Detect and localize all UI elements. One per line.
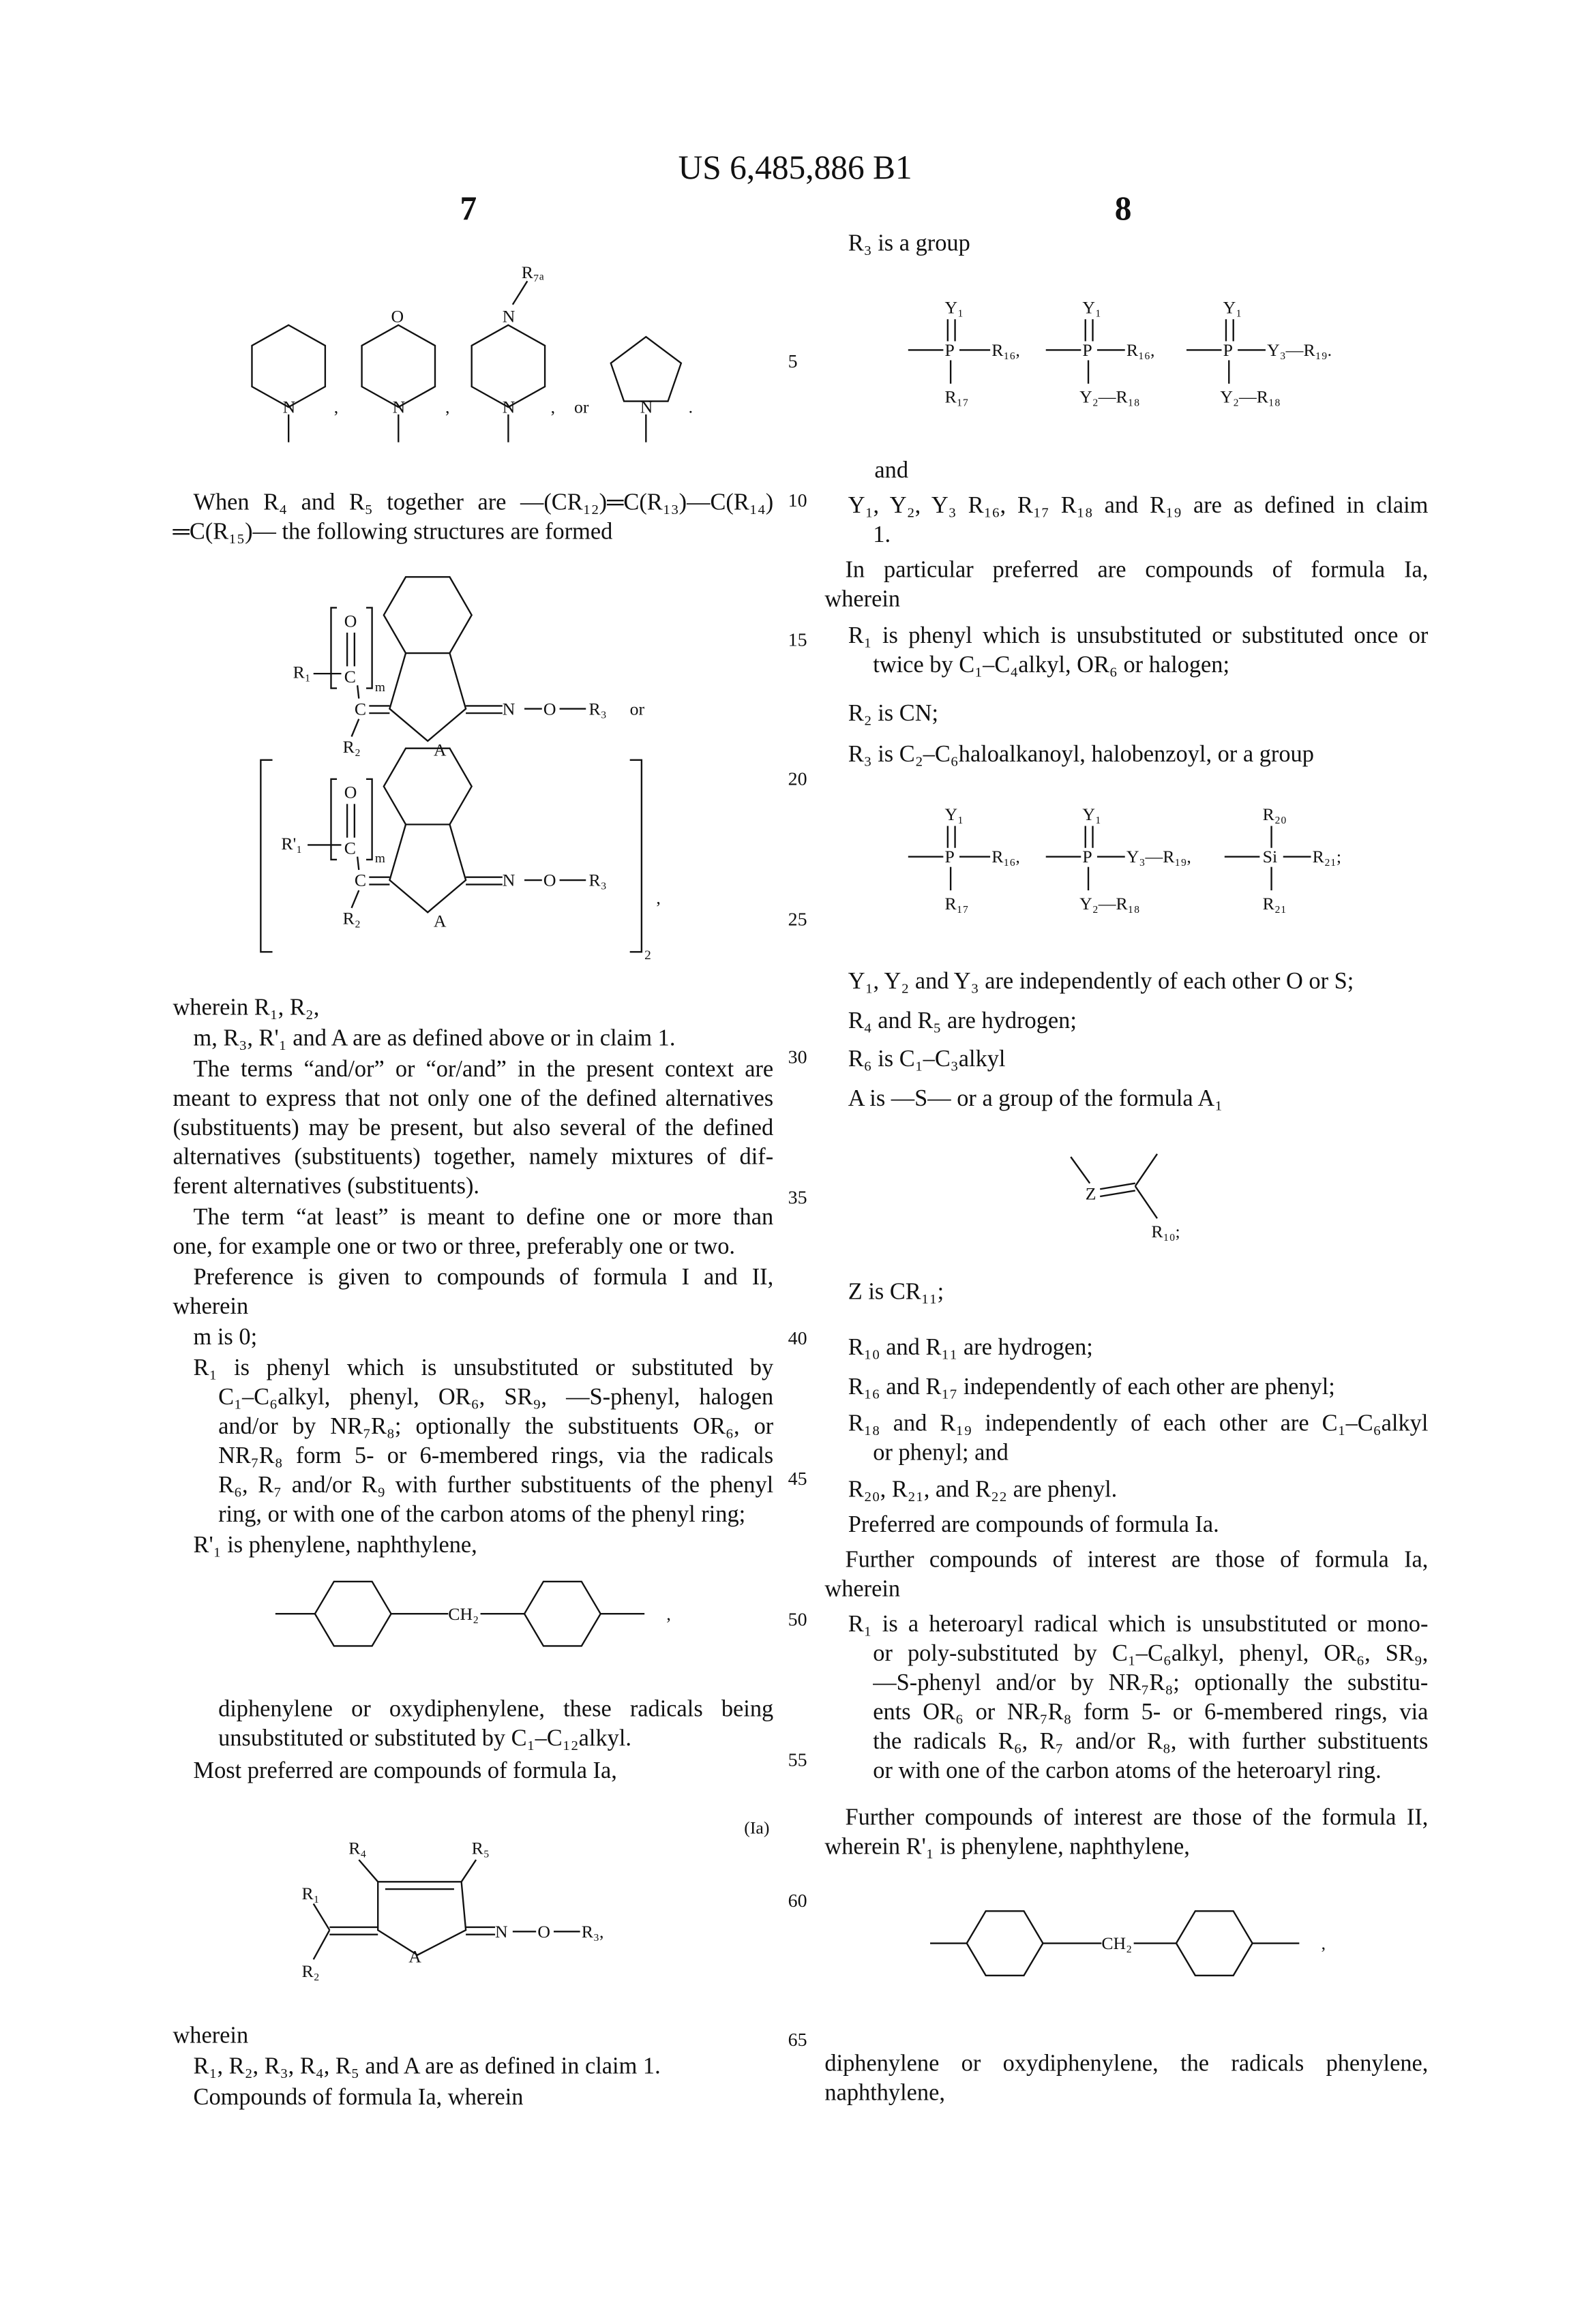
atom-label: Y₃—R₁₉, <box>1126 847 1191 866</box>
text-line: R₃ is C₂–C₆haloalkanoyl, halobenzoyl, or a group <box>848 741 1429 770</box>
separator: , <box>666 1604 670 1624</box>
atom-label: Y₁ <box>945 804 964 824</box>
atom-label: P <box>1082 847 1092 866</box>
line-number: 5 <box>788 350 798 373</box>
structure-amines <box>252 262 693 442</box>
line-number: 25 <box>788 908 807 931</box>
text-line: Preference is given to compounds of formula I and II, <box>173 1264 773 1293</box>
atom-label: C <box>344 667 356 686</box>
atom-label: P <box>945 340 955 360</box>
text-line: ferent alternatives (substituents). <box>173 1173 773 1203</box>
text-line: A is —S— or a group of the formula A₁ <box>848 1085 1429 1115</box>
text-line: R₁ is phenyl which is unsubstituted or substituted once or <box>848 622 1429 652</box>
text-line: C₁–C₆alkyl, phenyl, OR₆, SR₉, —S-phenyl, halogen <box>194 1384 774 1413</box>
text-line: R'₁ is phenylene, naphthylene, <box>194 1532 774 1561</box>
atom-label: Y₃—R₁₉. <box>1267 340 1332 360</box>
patent-number: US 6,485,886 B1 <box>678 149 912 187</box>
text-line: the radicals R₆, R₇ and/or R₈, with further substituents <box>848 1728 1429 1757</box>
text-line: Preferred are compounds of formula Ia. <box>848 1511 1429 1541</box>
atom-label: P <box>1223 340 1233 360</box>
text-line: —S-phenyl and/or by NR₇R₈; optionally the substitu- <box>848 1670 1429 1699</box>
structure-diphenylmethane-right <box>930 1911 1326 1976</box>
atom-label: Z <box>1086 1183 1096 1203</box>
text-line: unsubstituted or substituted by C₁–C₁₂alkyl. <box>218 1725 773 1754</box>
atom-label: N <box>283 397 296 417</box>
atom-label: O <box>344 783 357 802</box>
line-number: 45 <box>788 1467 807 1490</box>
text-line: R₁₈ and R₁₉ independently of each other are C₁–C₆alkyl <box>848 1410 1429 1440</box>
atom-label: Y₁ <box>1223 298 1242 318</box>
text-line: Further compounds of interest are those of the formula II, <box>824 1804 1428 1833</box>
text-line: wherein <box>824 1575 1428 1605</box>
atom-label: C <box>355 699 366 719</box>
text-line: wherein R'₁ is phenylene, naphthylene, <box>824 1833 1428 1862</box>
atom-label: R₁₇ <box>945 387 969 407</box>
text-line: ring, or with one of the carbon atoms of the phenyl ring; <box>194 1501 774 1530</box>
text-line: Z is CR₁₁; <box>848 1278 1429 1308</box>
atom-label: C <box>355 871 366 890</box>
text-line: NR₇R₈ form 5- or 6-membered rings, via the radicals <box>194 1443 774 1472</box>
atom-label: C <box>344 838 356 858</box>
structure-r3-groups-preferred <box>908 804 1341 914</box>
atom-label: R₅ <box>472 1838 490 1858</box>
text-line: R₂ is CN; <box>848 700 1429 729</box>
atom-label: 2 <box>644 948 651 963</box>
atom-label: m <box>375 851 385 866</box>
text-line: one, for example one or two or three, preferably one or two. <box>173 1233 773 1263</box>
patent-page <box>0 0 1582 2324</box>
text-line: R₁₆ and R₁₇ independently of each other are phenyl; <box>848 1374 1429 1403</box>
separator: or <box>630 699 645 719</box>
text-line: diphenylene or oxydiphenylene, the radicals phenylene, <box>824 2050 1428 2079</box>
text-line: R₃ is a group <box>848 230 1429 259</box>
atom-label: O <box>537 1922 550 1942</box>
text-line: R₁ is phenyl which is unsubstituted or substituted by <box>194 1355 774 1384</box>
atom-label: A <box>434 740 447 759</box>
line-number: 65 <box>788 2028 807 2051</box>
formula-label: (Ia) <box>744 1817 769 1837</box>
text-line: (substituents) may be present, but also several of the defined <box>173 1115 773 1144</box>
separator: , <box>445 397 449 417</box>
text-line: Y₁, Y₂ and Y₃ are independently of each other O or S; <box>848 968 1429 997</box>
atom-label: N <box>495 1922 508 1942</box>
text-line: wherein <box>824 586 1428 615</box>
structure-fused-1 <box>293 577 645 759</box>
structure-a1 <box>1071 1154 1180 1241</box>
text-line: The terms “and/or” or “or/and” in the present context are <box>173 1056 773 1085</box>
atom-label: N <box>503 871 516 890</box>
atom-label: R₁₇ <box>945 894 969 914</box>
separator: or <box>574 397 589 417</box>
text-line: wherein <box>173 2023 773 2052</box>
atom-label: R₂ <box>302 1961 320 1981</box>
text-line: m is 0; <box>194 1324 774 1353</box>
atom-label: Y₁ <box>945 298 964 318</box>
atom-label: R₂₀ <box>1263 804 1287 824</box>
text-line: ents OR₆ or NR₇R₈ form 5- or 6-membered rings, via <box>848 1699 1429 1728</box>
separator: , <box>656 888 660 907</box>
atom-label: CH₂ <box>1101 1933 1132 1953</box>
atom-label: R₁ <box>293 663 311 682</box>
text-line: In particular preferred are compounds of formula Ia, <box>824 556 1428 586</box>
atom-label: A <box>434 911 447 931</box>
atom-label: R₁₀; <box>1151 1222 1180 1241</box>
atom-label: O <box>543 699 556 719</box>
atom-label: R₂ <box>343 737 361 757</box>
text-line: or with one of the carbon atoms of the heteroaryl ring. <box>848 1757 1429 1787</box>
atom-label: Si <box>1263 847 1278 866</box>
text-line: naphthylene, <box>824 2079 1428 2109</box>
text-line: ═C(R₁₅)— the following structures are formed <box>173 518 773 547</box>
line-number: 20 <box>788 768 807 791</box>
separator: , <box>1322 1933 1326 1953</box>
atom-label: R₄ <box>348 1838 366 1858</box>
separator: , <box>551 397 555 417</box>
text-line: m, R₃, R'₁ and A are as defined above or in claim 1. <box>194 1025 774 1055</box>
atom-label: A <box>408 1946 421 1966</box>
atom-label: R₃ <box>589 871 607 890</box>
atom-label: Y₁ <box>1082 804 1101 824</box>
atom-label: R₂ <box>343 908 361 928</box>
text-line: wherein <box>173 1293 773 1323</box>
atom-label: P <box>1082 340 1092 360</box>
line-number: 15 <box>788 629 807 652</box>
atom-label: N <box>503 397 516 417</box>
text-line: R₁ is a heteroaryl radical which is unsubstituted or mono- <box>848 1611 1429 1640</box>
text-line: R₄ and R₅ are hydrogen; <box>848 1008 1429 1037</box>
atom-label: CH₂ <box>448 1604 479 1624</box>
text-line: alternatives (substituents) together, namely mixtures of dif- <box>173 1144 773 1173</box>
text-line: wherein R₁, R₂, <box>173 995 773 1024</box>
atom-label: N <box>503 699 516 719</box>
atom-label: R₁₆, <box>991 847 1020 866</box>
atom-label: R₇ₐ <box>522 262 544 282</box>
text-line: The term “at least” is meant to define one or more than <box>173 1204 773 1233</box>
text-line: R₂₀, R₂₁, and R₂₂ are phenyl. <box>848 1476 1429 1505</box>
text-line: and <box>874 457 1428 486</box>
separator: , <box>334 397 338 417</box>
structure-r3-groups <box>908 298 1332 407</box>
text-line: or phenyl; and <box>848 1440 1429 1469</box>
text-line: and/or by NR₇R₈; optionally the substituents OR₆, or <box>194 1413 774 1443</box>
line-number: 40 <box>788 1327 807 1350</box>
column-number-right: 8 <box>1115 190 1132 228</box>
text-line: Y₁, Y₂, Y₃ R₁₆, R₁₇ R₁₈ and R₁₉ are as defined in claim <box>848 492 1429 522</box>
atom-label: Y₂—R₁₈ <box>1079 894 1140 914</box>
text-line: Most preferred are compounds of formula Ia, <box>194 1757 774 1787</box>
structure-formula-ia <box>302 1817 770 1981</box>
atom-label: m <box>375 680 385 695</box>
text-line: R₁, R₂, R₃, R₄, R₅ and A are as defined in claim 1. <box>194 2053 774 2083</box>
atom-label: Y₂—R₁₈ <box>1079 387 1140 407</box>
text-line: R₆ is C₁–C₃alkyl <box>848 1046 1429 1075</box>
atom-label: Y₁ <box>1082 298 1101 318</box>
line-number: 50 <box>788 1608 807 1631</box>
atom-label: R₃, <box>582 1922 604 1942</box>
atom-label: R'₁ <box>281 834 302 854</box>
line-number: 60 <box>788 1889 807 1912</box>
text-line: When R₄ and R₅ together are —(CR₁₂)═C(R₁₃)—C(R₁₄) <box>173 489 773 518</box>
text-line: Further compounds of interest are those of formula Ia, <box>824 1546 1428 1575</box>
line-number: 30 <box>788 1046 807 1069</box>
line-number: 10 <box>788 489 807 512</box>
text-line: diphenylene or oxydiphenylene, these radicals being <box>218 1695 773 1725</box>
atom-label: P <box>945 847 955 866</box>
text-line: meant to express that not only one of the defined alternatives <box>173 1085 773 1115</box>
atom-label: N <box>640 397 653 417</box>
atom-label: R₁₆, <box>991 340 1020 360</box>
atom-label: N <box>393 397 406 417</box>
text-line: R₁₀ and R₁₁ are hydrogen; <box>848 1334 1429 1363</box>
atom-label: R₃ <box>589 699 607 719</box>
atom-label: R₁ <box>302 1884 320 1903</box>
line-number: 55 <box>788 1749 807 1772</box>
atom-label: R₂₁; <box>1313 847 1341 866</box>
chemical-structures <box>0 0 1582 2324</box>
atom-label: N <box>503 307 516 327</box>
separator: . <box>689 397 693 417</box>
text-line: twice by C₁–C₄alkyl, OR₆ or halogen; <box>848 652 1429 681</box>
atom-label: O <box>391 307 404 327</box>
atom-label: R₁₆, <box>1126 340 1155 360</box>
structure-fused-2 <box>260 749 660 963</box>
atom-label: Y₂—R₁₈ <box>1220 387 1281 407</box>
atom-label: O <box>543 871 556 890</box>
line-number: 35 <box>788 1186 807 1209</box>
text-line: Compounds of formula Ia, wherein <box>194 2084 774 2113</box>
structure-diphenylmethane-left <box>275 1582 671 1646</box>
text-line: or poly-substituted by C₁–C₆alkyl, phenyl, OR₆, SR₉, <box>848 1640 1429 1670</box>
atom-label: O <box>344 611 357 631</box>
atom-label: R₂₁ <box>1263 894 1287 914</box>
column-number-left: 7 <box>460 190 477 228</box>
text-line: R₆, R₇ and/or R₉ with further substituents of the phenyl <box>194 1472 774 1501</box>
text-line: 1. <box>848 522 1429 551</box>
